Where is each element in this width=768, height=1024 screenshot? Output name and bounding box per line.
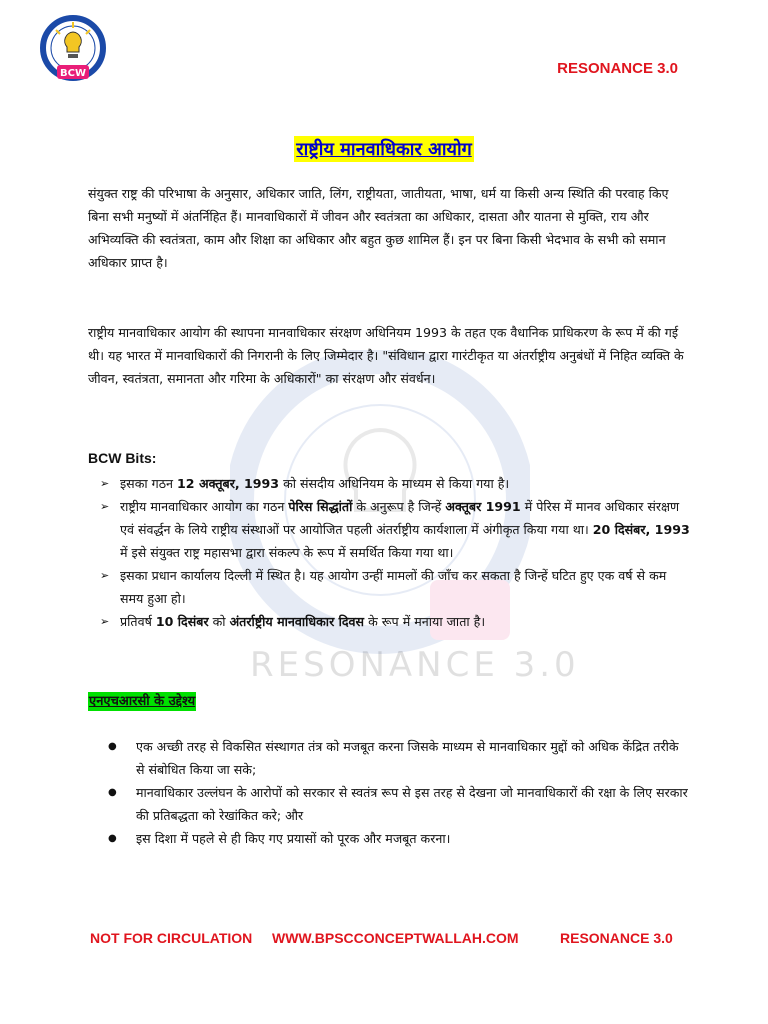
establishment-paragraph: राष्ट्रीय मानवाधिकार आयोग की स्थापना मानवाधिकार संरक्षण अधिनियम 1993 के तहत एक वैधानिक प्राधिकरण के रूप में की गई थी। यह भारत में मानवाधिकारों की निगरानी के लिए जिम्मेदार है। "संविधान द्वारा गारंटीकृत या अंतर्राष्ट्रीय अनुबंधों में निहित व्यक्ति के जीवन, स्वतंत्रता, समानता और गरिमा के अधिकारों" का संरक्षण और संवर्धन। — [88, 325, 684, 386]
list-item: ● एक अच्छी तरह से विकसित संस्थागत तंत्र को मजबूत करना जिसके माध्यम से मानवाधिकार मुद्दों को अधिक केंद्रित तरीके से संबोधित किया जा सके; — [108, 735, 688, 781]
footer-website-link[interactable]: WWW.BPSCCONCEPTWALLAH.COM — [272, 930, 519, 946]
objectives-list — [108, 735, 688, 850]
list-item: ➢ प्रतिवर्ष 10 दिसंबर को अंतर्राष्ट्रीय मानवाधिकार दिवस के रूप में मनाया जाता है। — [100, 610, 690, 633]
list-item: ● इस दिशा में पहले से ही किए गए प्रयासों को पूरक और मजबूत करना। — [108, 827, 688, 850]
logo — [38, 14, 108, 84]
footer-resonance: RESONANCE 3.0 — [560, 930, 673, 946]
logo-emblem-icon — [38, 14, 108, 84]
intro-paragraph: संयुक्त राष्ट्र की परिभाषा के अनुसार, अधिकार जाति, लिंग, राष्ट्रीयता, जातीयता, भाषा, धर्म या किसी अन्य स्थिति की परवाह किए बिना सभी मनुष्यों में अंतर्निहित हैं। मानवाधिकारों में जीवन और स्वतंत्रता का अधिकार, दासता और यातना से मुक्ति, राय और अभिव्यक्ति की स्वतंत्रता, काम और शिक्षा का अधिकार और बहुत कुछ शामिल हैं। इन पर बिना किसी भेदभाव के सभी को समान अधिकार प्राप्त है। — [88, 186, 669, 270]
watermark-text: RESONANCE 3.0 — [250, 645, 580, 685]
list-item: ➢ इसका गठन 12 अक्तूबर, 1993 को संसदीय अधिनियम के माध्यम से किया गया है। — [100, 472, 690, 495]
logo-text: BCW — [60, 68, 86, 79]
bits-heading: BCW Bits: — [88, 450, 157, 466]
footer-notice: NOT FOR CIRCULATION — [90, 930, 253, 946]
list-item: ➢ राष्ट्रीय मानवाधिकार आयोग का गठन पेरिस सिद्धांतों के अनुरूप है जिन्हें अक्तूबर 1991 में पेरिस में मानव अधिकार संरक्षण एवं संवर्द्धन के लिये राष्ट्रीय संस्थाओं पर आयोजित पहली अंतर्राष्ट्रीय कार्यशाला में अंगीकृत किया गया था। 20 दिसंबर, 1993 में इसे संयुक्त राष्ट्र महासभा द्वारा संकल्प के रूप में समर्थित किया गया था। — [100, 495, 690, 564]
objectives-heading: एनएचआरसी के उद्देश्य — [89, 694, 196, 709]
list-item: ● मानवाधिकार उल्लंघन के आरोपों को सरकार से स्वतंत्र रूप से इस तरह से देखना जो मानवाधिकारों की रक्षा के लिए सरकार की प्रतिबद्धता को रेखांकित करे; और — [108, 781, 688, 827]
list-item: ➢ इसका प्रधान कार्यालय दिल्ली में स्थित है। यह आयोग उन्हीं मामलों की जाँच कर सकता है जिन्हें घटित हुए एक वर्ष से कम समय हुआ हो। — [100, 564, 690, 610]
header-resonance: RESONANCE 3.0 — [557, 60, 678, 77]
bits-list — [100, 472, 690, 633]
page-title: राष्ट्रीय मानवाधिकार आयोग — [294, 136, 473, 162]
